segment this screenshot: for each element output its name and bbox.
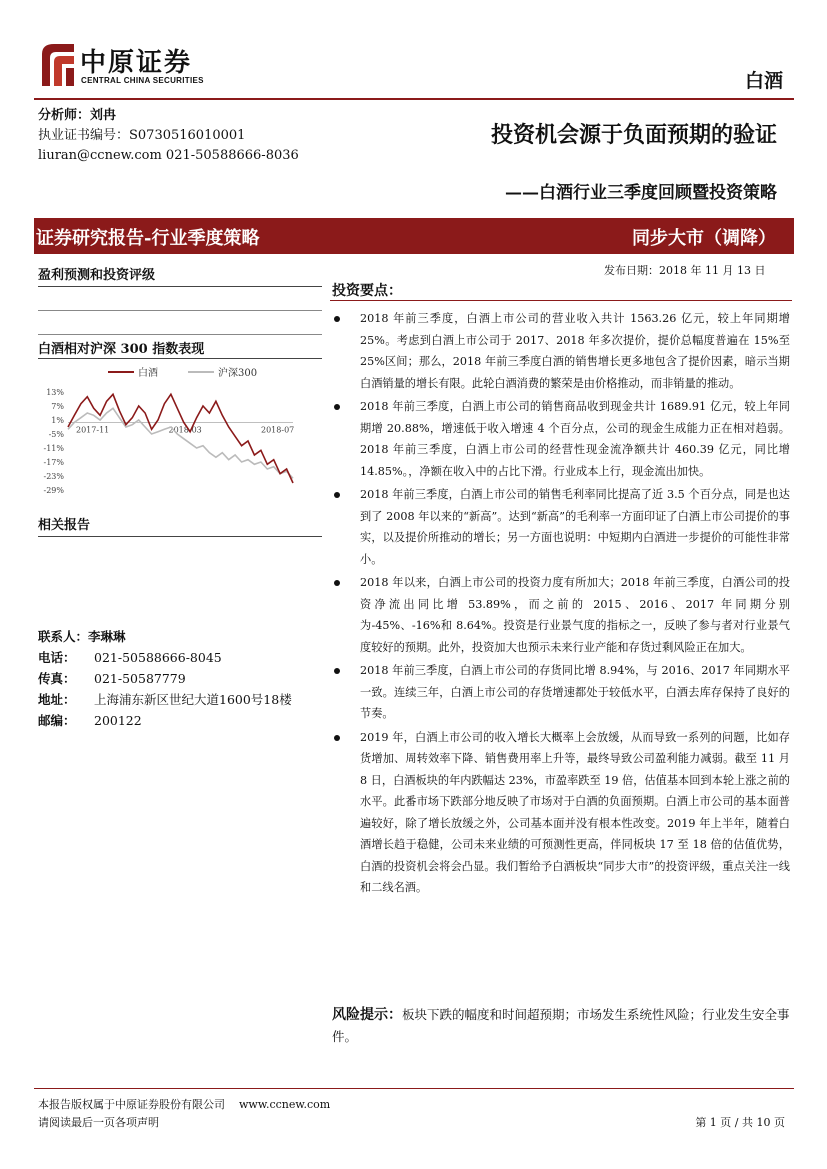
report-banner: [34, 218, 794, 254]
performance-chart: [38, 362, 298, 497]
header-rule: [34, 98, 794, 100]
chart-title: 白酒相对沪深 300 指数表现: [38, 342, 205, 357]
risk-label: 风险提示：: [332, 1007, 402, 1023]
invest-points-title: 投资要点：: [332, 283, 402, 299]
publish-date: 发布日期：2018 年 11 月 13 日: [604, 264, 766, 277]
y-tick-label: -5%: [48, 430, 64, 439]
chart-title-rule: [38, 358, 322, 359]
footer-disclaimer: 请阅读最后一页各项声明: [38, 1116, 159, 1129]
zip-value: 200122: [94, 713, 142, 728]
report-subtitle: ——白酒行业三季度回顾暨投资策略: [505, 183, 777, 203]
bullet-text: 2018 年以来，白酒上市公司的投资力度有所加大；2018 年前三季度，白酒公司的投资净流出同比增 53.89%，而之前的 2015、2016、2017 年同期分别为-45%、-16%和 8.64%。投资是行业景气度的指标之一，反映了参与者对行业景气度较好的预期。此外，投资加大也预示未来行业产能和存货过剩风险正在加大。: [360, 576, 790, 654]
bullet-text: 2018 年前三季度，白酒上市公司的营业收入共计 1563.26 亿元，较上年同期增 25%。考虑到白酒上市公司于 2017、2018 年多次提价，提价总幅度普遍在 15%至 25%区间；那么，2018 年前三季度白酒的销售增长更多地包含了提价因素，暗示当期白酒销量的增长有限。此轮白酒消费的繁荣是由价格推动，而非销量的推动。: [360, 312, 790, 390]
logo: [38, 40, 258, 90]
bullet-text: 2019 年，白酒上市公司的收入增长大概率上会放缓，从而导致一系列的问题，比如存货增加、周转效率下降、销售费用率上升等，最终导致公司盈利能力减弱。截至 11 月 8 日，白酒板块的年内跌幅达 23%，市盈率跌至 19 倍，估值基本回到本轮上涨之前的水平。此番市场下跌部分地反映了市场对于白酒的负面预期。白酒上市公司的基本面普遍较好，除了增长放缓之外，公司基本面并没有根本性改变。2019 年上半年，随着白酒增长趋于稳健，公司未来业绩的可预测性更高，伴同板块 17 至 18 倍的估值优势，白酒的投资机会将会凸显。我们暂给予白酒板块“同步大市”的投资评级，重点关注一线和二线名酒。: [360, 730, 790, 894]
analyst-cert: 执业证书编号：S0730516010001: [38, 128, 246, 143]
analyst-name: 分析师：刘冉: [38, 108, 117, 123]
y-tick-label: -23%: [43, 472, 64, 481]
y-tick-label: 7%: [51, 402, 64, 411]
industry-tag: 白酒: [744, 70, 783, 92]
rating-badge: 同步大市（调降）: [632, 228, 776, 249]
fax-value: 021-50587779: [94, 671, 186, 686]
brand-mark-icon: [38, 40, 76, 88]
footer-website[interactable]: www.ccnew.com: [239, 1098, 331, 1111]
y-tick-label: -29%: [43, 486, 64, 495]
report-type: 证券研究报告-行业季度策略: [36, 228, 260, 249]
y-tick-label: -11%: [43, 444, 64, 453]
page-number: 第 1 页 / 共 10 页: [695, 1116, 785, 1129]
bullet-text: 2018 年前三季度，白酒上市公司的销售毛利率同比提高了近 3.5 个百分点，同是也达到了 2008 年以来的“新高”。达到“新高”的毛利率一方面印证了白酒上市公司提价的事实，以及提价所推动的增长；另一方面也说明：中短期内白酒进一步提价的可能性非常小。: [360, 488, 790, 566]
forecast-rule-2: [38, 310, 322, 311]
phone-value: 021-50588666-8045: [94, 650, 222, 665]
zip-label: 邮编：: [38, 713, 76, 728]
forecast-rule-3: [38, 334, 322, 335]
related-title: 相关报告: [38, 518, 91, 533]
fax-label: 传真：: [38, 671, 76, 686]
forecast-title: 盈利预测和投资评级: [38, 268, 156, 283]
bullet-item: [330, 308, 790, 394]
bullet-item: [330, 660, 790, 725]
x-tick-label: 2018-03: [168, 425, 202, 435]
x-tick-label: 2017-11: [76, 425, 110, 435]
bullet-item: [330, 484, 790, 570]
bullet-list: [330, 308, 790, 901]
forecast-rule: [38, 286, 322, 287]
analyst-block: [38, 106, 299, 166]
risk-block: [332, 1004, 792, 1048]
y-tick-label: -17%: [43, 458, 64, 467]
footer-copyright: 本报告版权属于中原证券股份有限公司: [38, 1098, 225, 1111]
bullet-dot-icon: [334, 316, 340, 322]
y-tick-label: 1%: [51, 416, 64, 425]
address-value: 上海浦东新区世纪大道1600号18楼: [94, 692, 292, 707]
bullet-item: [330, 727, 790, 899]
bullet-dot-icon: [334, 492, 340, 498]
footer-left: [38, 1096, 330, 1132]
bullet-dot-icon: [334, 580, 340, 586]
brand-name-en: CENTRAL CHINA SECURITIES: [81, 76, 204, 85]
bullet-item: [330, 396, 790, 482]
bullet-item: [330, 572, 790, 658]
y-tick-label: 13%: [46, 388, 64, 397]
address-label: 地址：: [38, 692, 76, 707]
analyst-contact: liuran@ccnew.com 021-50588666-8036: [38, 148, 299, 163]
x-tick-label: 2018-07: [261, 425, 295, 435]
bullet-text: 2018 年前三季度，白酒上市公司的存货同比增 8.94%，与 2016、2017 年同期水平一致。连续三年，白酒上市公司的存货增速都处于较低水平，白酒去库存保持了良好的节奏。: [360, 664, 790, 720]
contact-block: [38, 626, 292, 731]
brand-name-cn: 中原证券: [80, 48, 193, 78]
bullet-dot-icon: [334, 735, 340, 741]
invest-points-rule: [330, 300, 792, 301]
bullet-dot-icon: [334, 404, 340, 410]
footer-rule: [34, 1088, 794, 1089]
series-line-hs300: [68, 408, 293, 478]
legend-baijiu-label: 白酒: [138, 368, 158, 379]
contact-person-label: 联系人：: [38, 629, 89, 644]
bullet-text: 2018 年前三季度，白酒上市公司的销售商品收到现金共计 1689.91 亿元，较上年同期增 20.88%，增速低于收入增速 4 个百分点，公司的现金生成能力正在相对趋弱。2018 年前三季度，白酒上市公司的经营性现金流净额共计 460.39 亿元，同比增 14.85%。，净额在收入中的占比下滑。行业成本上行，现金流出加快。: [360, 400, 790, 478]
contact-person: 李琳琳: [88, 629, 126, 644]
series-line-baijiu: [68, 394, 293, 483]
phone-label: 电话：: [38, 650, 76, 665]
report-title: 投资机会源于负面预期的验证: [490, 122, 777, 148]
legend-hs300-label: 沪深300: [218, 368, 258, 379]
risk-text: 板块下跌的幅度和时间超预期；市场发生系统性风险；行业发生安全事件。: [332, 1007, 790, 1044]
bullet-dot-icon: [334, 668, 340, 674]
related-rule: [38, 536, 322, 537]
